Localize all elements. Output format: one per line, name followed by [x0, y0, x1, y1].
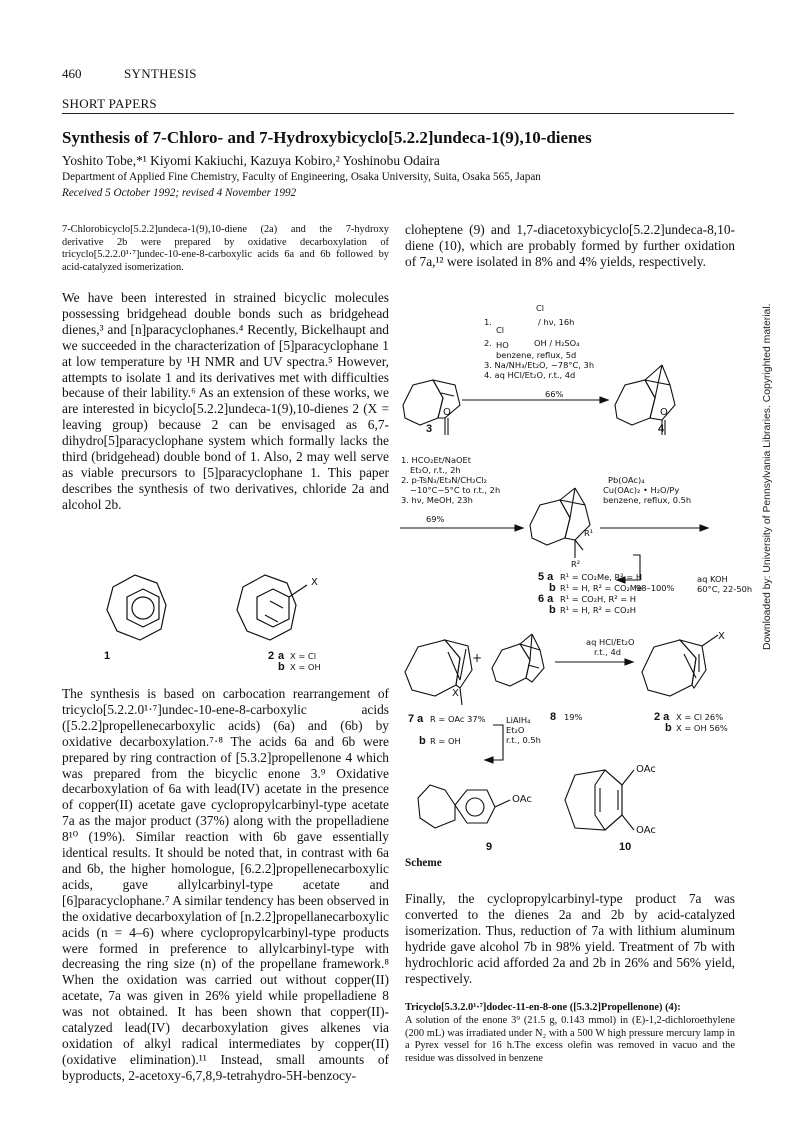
label-7b: b — [419, 735, 426, 747]
label-4: 4 — [658, 423, 665, 435]
label-6a: 6 a — [538, 593, 554, 605]
label-2: 2 — [268, 650, 275, 662]
label-x: X — [311, 577, 318, 588]
page-number: 460 — [62, 66, 82, 81]
scheme-oh-h2so4: OH / H₂SO₄ — [534, 338, 580, 348]
header-rule — [62, 113, 734, 114]
label-r2: R² — [571, 559, 581, 569]
scheme-plus: + — [472, 651, 483, 665]
label-p2b-x: X = OH 56% — [676, 723, 728, 733]
scheme-s4-l2: r.t., 4d — [594, 647, 621, 657]
label-5a: 5 a — [538, 571, 554, 583]
label-3: 3 — [426, 423, 433, 435]
scheme-s2-l3: 2. p-TsN₃/Et₃N/CH₂Cl₂ — [401, 475, 488, 485]
scheme-et2o: Et₂O — [506, 725, 525, 735]
scheme-cl-top: Cl — [536, 303, 545, 313]
scheme-step4: 4. aq HCl/Et₂O, r.t., 4d — [484, 370, 576, 380]
scheme-ho: HO — [496, 340, 509, 350]
label-5b: b — [549, 582, 556, 594]
scheme-s2-l5: 3. hν, MeOH, 23h — [401, 495, 473, 505]
label-5a-r: R¹ = CO₂Me, R² = H — [560, 572, 643, 582]
label-7b-r: R = OH — [430, 736, 461, 746]
journal-name: SYNTHESIS — [124, 66, 197, 81]
scheme-s3-l1: Pb(OAc)₄ — [608, 475, 645, 485]
scheme-s3-l2: Cu(OAc)₂ • H₂O/Py — [603, 485, 680, 495]
label-2b: b — [278, 661, 285, 673]
label-9: 9 — [486, 841, 493, 853]
label-2-x: X — [718, 631, 725, 642]
final-paragraph: Finally, the cyclopropylcarbinyl-type product 7a was converted to the dienes 2a and 2b by acid-catalyzed isomerization. Thus, reduction of 7a with lithium aluminum hydride gave alcohol 7b in 98% yield. Treatment of 7b with hydrochloric acid afforded 2a and 2b in 26% and 56% yield, respectively. — [405, 891, 735, 986]
scheme-koh-l2: 60°C, 22-50h — [697, 584, 753, 594]
synthesis-paragraph: The synthesis is based on carbocation rearrangement of tricyclo[5.2.2.0¹·⁷]undec-10-ene-8-carboxylic acids ([5.2.2]propellenecarboxylic acids) (6a) and (6b) by oxidative decarboxylation.⁷·⁸ The acids 6a and 6b were prepared by ring contraction of [5.3.2]propellenone 4 which was prepared from the bicyclic enone 3.⁹ Oxidative decarboxylation of 6a with lead(IV) acetate in the presence of copper(II) acetate gave cyclopropylcarbinyl-type acetate 7a as the major product (37%) along with the propelladiene 8¹⁰ (19%). Similar reaction with 6b gave essentially identical results. It should be noted that, in contrast with 6a and 6b, the higher homologue, [6.2.2]propellenecarboxylic acids, gave allylcarbinyl-type acetate and [6]paracyclophane.⁷ A similar tendency has been observed in the oxidative decarboxylation of [n.2.2]propellanecarboxylic acids (n = 4–6) where cyclopropylcarbinyl-type products were formed in preference to allylcarbinyl-type with decreasing the ring size (n) of the propellane framework.⁸ When the oxidation was carried out without copper(II) acetate, 7a was given in 26% yield while propelladiene 8 was not obtained. It has been shown that copper(II)-catalyzed lead(IV) decarboxylation gives alkenes via oxidation of alkyl radical intermediates by copper(II) (oxidative elimination).¹¹ Instead, small amounts of byproducts, 2-acetoxy-6,7,8,9-tetrahydro-5H-benzocy- — [62, 686, 389, 1083]
label-p2a: 2 a — [654, 711, 670, 723]
label-10-oac-bottom: OAc — [636, 825, 656, 836]
scheme-caption: Scheme — [405, 857, 442, 869]
label-10: 10 — [619, 841, 632, 853]
label-1: 1 — [104, 650, 111, 662]
label-8: 8 — [550, 711, 557, 723]
label-7a: 7 a — [408, 713, 424, 725]
label-7-x: X — [452, 688, 459, 699]
scheme-yield-69: 69% — [426, 514, 445, 524]
article-title: Synthesis of 7-Chloro- and 7-Hydroxybicyclo[5.2.2]undeca-1(9),10-dienes — [62, 128, 592, 147]
abstract: 7-Chlorobicyclo[5.2.2]undeca-1(9),10-diene (2a) and the 7-hydroxy derivative 2b were prepared by oxidative decarboxylation of tricyclo[5.2.2.0¹·⁷]undec-10-ene-8-carboxylic acids 6a and 6b followed by acid-catalyzed isomerization. — [62, 224, 389, 273]
scheme-s2-l1: 1. HCO₂Et/NaOEt — [401, 455, 472, 465]
received-date: Received 5 October 1992; revised 4 November 1992 — [62, 187, 297, 199]
scheme-step1-num: 1. — [484, 317, 492, 327]
scheme-hv: / hν, 16h — [538, 317, 575, 327]
label-4-o: O — [660, 407, 668, 418]
section-name: SHORT PAPERS — [62, 96, 157, 111]
label-2a-x: X = Cl — [290, 651, 317, 661]
label-r1: R¹ — [584, 528, 594, 538]
scheme-s2-l2: Et₂O, r.t., 2h — [410, 465, 461, 475]
scheme-cl-left: Cl — [496, 325, 505, 335]
label-2a: a — [278, 650, 285, 662]
scheme-step3: 3. Na/NH₃/Et₂O, −78°C, 3h — [484, 360, 595, 370]
experimental-title: Tricyclo[5.3.2.0¹·⁷]dodec-11-en-8-one ([5.3.2]Propellenone) (4): — [405, 1002, 681, 1013]
scheme-s2-l4: −10°C~5°C to r.t., 2h — [410, 485, 501, 495]
download-watermark: Downloaded by: University of Pennsylvania Libraries. Copyrighted material. — [762, 303, 773, 650]
continued-paragraph: cloheptene (9) and 1,7-diacetoxybicyclo[5.2.2]undeca-8,10-diene (10), which are probably formed by further oxidation of 7a,¹² were isolated in 8% and 4% yields, respectively. — [405, 222, 735, 269]
affiliation: Department of Applied Fine Chemistry, Faculty of Engineering, Osaka University, Suita, Osaka 565, Japan — [62, 171, 541, 183]
label-6a-r: R¹ = CO₂H, R² = H — [560, 594, 637, 604]
label-p2b: b — [665, 722, 672, 734]
authors: Yoshito Tobe,*¹ Kiyomi Kakiuchi, Kazuya Kobiro,² Yoshinobu Odaira — [62, 153, 440, 168]
scheme-step2-num: 2. — [484, 338, 492, 348]
scheme-rt-05h: r.t., 0.5h — [506, 735, 541, 745]
label-5b-r: R¹ = H, R² = CO₂Me — [560, 583, 643, 593]
scheme-yield-66: 66% — [545, 389, 564, 399]
label-8-yield: 19% — [564, 712, 583, 722]
intro-paragraph: We have been interested in strained bicyclic molecules possessing bridgehead double bonds such as bridgehead dienes,³ and [n]paracyclophanes.⁴ Recently, Bickelhaupt and we succeeded in the characterization of [5]paracyclophane 1 at low temperature by ¹H NMR and UV spectra.⁵ However, attempts to isolate 1 and its derivatives met with difficulties because of their lability.⁶ As an extension of these works, we are interested in bicyclo[5.2.2]undeca-1(9),10-dienes 2 (X = leaving group) because 2 can be envisaged as 6,7-dihydro[5]paracyclophane system which formally lacks the third (bridgehead) double bond of 1. Also, 2 may well serve as viable precursors to [5]paracyclophane 1. This paper describes the synthesis of two derivatives, chloride 2a and alcohol 2b. — [62, 290, 389, 512]
label-2b-x: X = OH — [290, 662, 321, 672]
label-5-yield: 98–100% — [636, 583, 675, 593]
label-p2a-x: X = Cl 26% — [676, 712, 724, 722]
experimental-text: A solution of the enone 3⁹ (21.5 g, 0.143 mmol) in (E)-1,2-dichloroethylene (200 mL) was irradiated under N₂ with a 500 W high pressure mercury lamp in a Pyrex vessel for 16 h.The excess olefin was removed in vacuo and the residue was dissolved in benzene — [405, 1015, 735, 1064]
label-3-o: O — [443, 407, 451, 418]
label-9-oac: OAc — [512, 794, 532, 805]
label-10-oac-top: OAc — [636, 764, 656, 775]
scheme-s4-l1: aq HCl/Et₂O — [586, 637, 635, 647]
label-7a-r: R = OAc 37% — [430, 714, 486, 724]
scheme-benzene-reflux: benzene, reflux, 5d — [496, 350, 577, 360]
scheme-lialh4: LiAlH₄ — [506, 715, 531, 725]
label-6b-r: R¹ = H, R² = CO₂H — [560, 605, 637, 615]
scheme-koh-l1: aq KOH — [697, 574, 728, 584]
scheme-s3-l3: benzene, reflux, 0.5h — [603, 495, 692, 505]
label-6b: b — [549, 604, 556, 616]
